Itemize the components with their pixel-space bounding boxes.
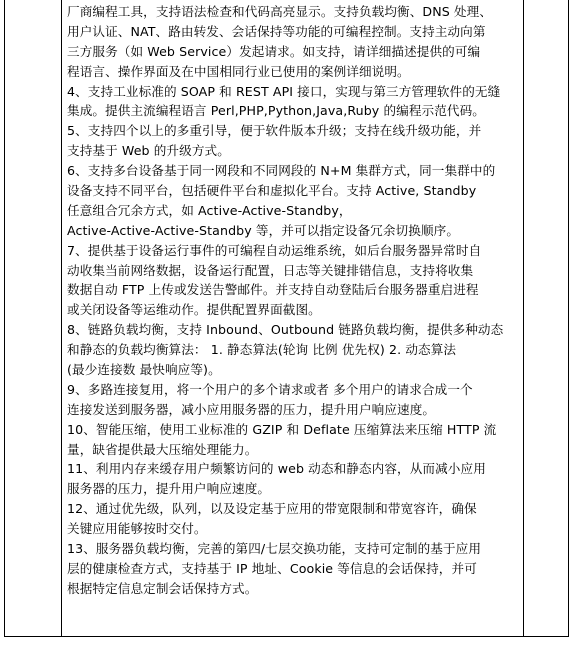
text-line: 10、智能压缩，使用工业标准的 GZIP 和 Deflate 压缩算法来压缩 HTTP 流 — [67, 421, 497, 437]
text-line: 厂商编程工具，支持语法检查和代码高亮显示。支持负载均衡、DNS 处理、 — [67, 4, 493, 19]
text-line: (最少连接数 最快响应等)。 — [67, 362, 221, 378]
text-line: 7、提供基于设备运行事件的可编程自动运维系统，如后台服务器异常时自 — [67, 242, 482, 258]
text-line: 关键应用能够按时交付。 — [67, 521, 207, 537]
text-line: 程语言、操作界面及在中国相同行业已使用的案例详细说明。 — [67, 63, 410, 79]
text-line: 任意组合冗余方式，如 Active-Active-Standby， — [67, 202, 352, 218]
text-line: 5、支持四个以上的多重引导，便于软件版本升级；支持在线升级功能，并 — [67, 123, 482, 139]
text-line: 量，缺省提供最大压缩处理能力。 — [67, 441, 258, 457]
text-line: 根据特定信息定制会话保持方式。 — [67, 580, 258, 596]
text-line: 13、服务器负载均衡，完善的第四/七层交换功能，支持可定制的基于应用 — [67, 541, 482, 557]
text-line: 9、多路连接复用，将一个用户的多个请求或者 多个用户的请求合成一个 — [67, 381, 473, 397]
text-line: 动收集当前网络数据，设备运行配置，日志等关键排错信息，支持将收集 — [67, 262, 474, 278]
text-line: 用户认证、NAT、路由转发、会话保持等功能的可编程控制。支持主动向第 — [67, 23, 486, 39]
text-line: 数据自动 FTP 上传或发送告警邮件。并支持自动登陆后台服务器重启进程 — [67, 282, 479, 298]
text-line: 8、链路负载均衡，支持 Inbound、Outbound 链路负载均衡，提供多种动态 — [67, 322, 504, 338]
text-line: 6、支持多台设备基于同一网段和不同网段的 N+M 集群方式，同一集群中的 — [67, 163, 496, 179]
text-line: 11、利用内存来缓存用户频繁访问的 web 动态和静态内容，从而减小应用 — [67, 461, 486, 477]
text-line: 三方服务（如 Web Service）发起请求。如支持，请详细描述提供的可编 — [67, 43, 481, 59]
column-divider-right — [523, 0, 524, 636]
text-line: 和静态的负载均衡算法： 1. 静态算法(轮询 比例 优先权) 2. 动态算法 — [67, 342, 457, 358]
spec-cell-content — [67, 2, 521, 599]
text-line: Active-Active-Active-Standby 等，并可以指定设备冗余切换顺序。 — [67, 222, 460, 238]
text-line: 支持基于 Web 的升级方式。 — [67, 143, 230, 159]
text-line: 4、支持工业标准的 SOAP 和 REST API 接口，实现与第三方管理软件的无缝 — [67, 83, 501, 99]
text-line: 连接发送到服务器，减小应用服务器的压力，提升用户响应速度。 — [67, 401, 436, 417]
text-line: 或关闭设备等运维动作。提供配置界面截图。 — [67, 302, 321, 318]
text-line: 设备支持不同平台，包括硬件平台和虚拟化平台。支持 Active, Standby — [67, 183, 477, 199]
text-line: 层的健康检查方式，支持基于 IP 地址、Cookie 等信息的会话保持，并可 — [67, 560, 477, 576]
text-line: 服务器的压力，提升用户响应速度。 — [67, 481, 271, 497]
column-divider-left — [61, 0, 62, 636]
text-line: 集成。提供主流编程语言 Perl,PHP,Python,Java,Ruby 的编程示范代码。 — [67, 103, 485, 119]
text-line: 12、通过优先级，队列，以及设定基于应用的带宽限制和带宽容许，确保 — [67, 501, 477, 517]
spec-table — [4, 0, 569, 637]
